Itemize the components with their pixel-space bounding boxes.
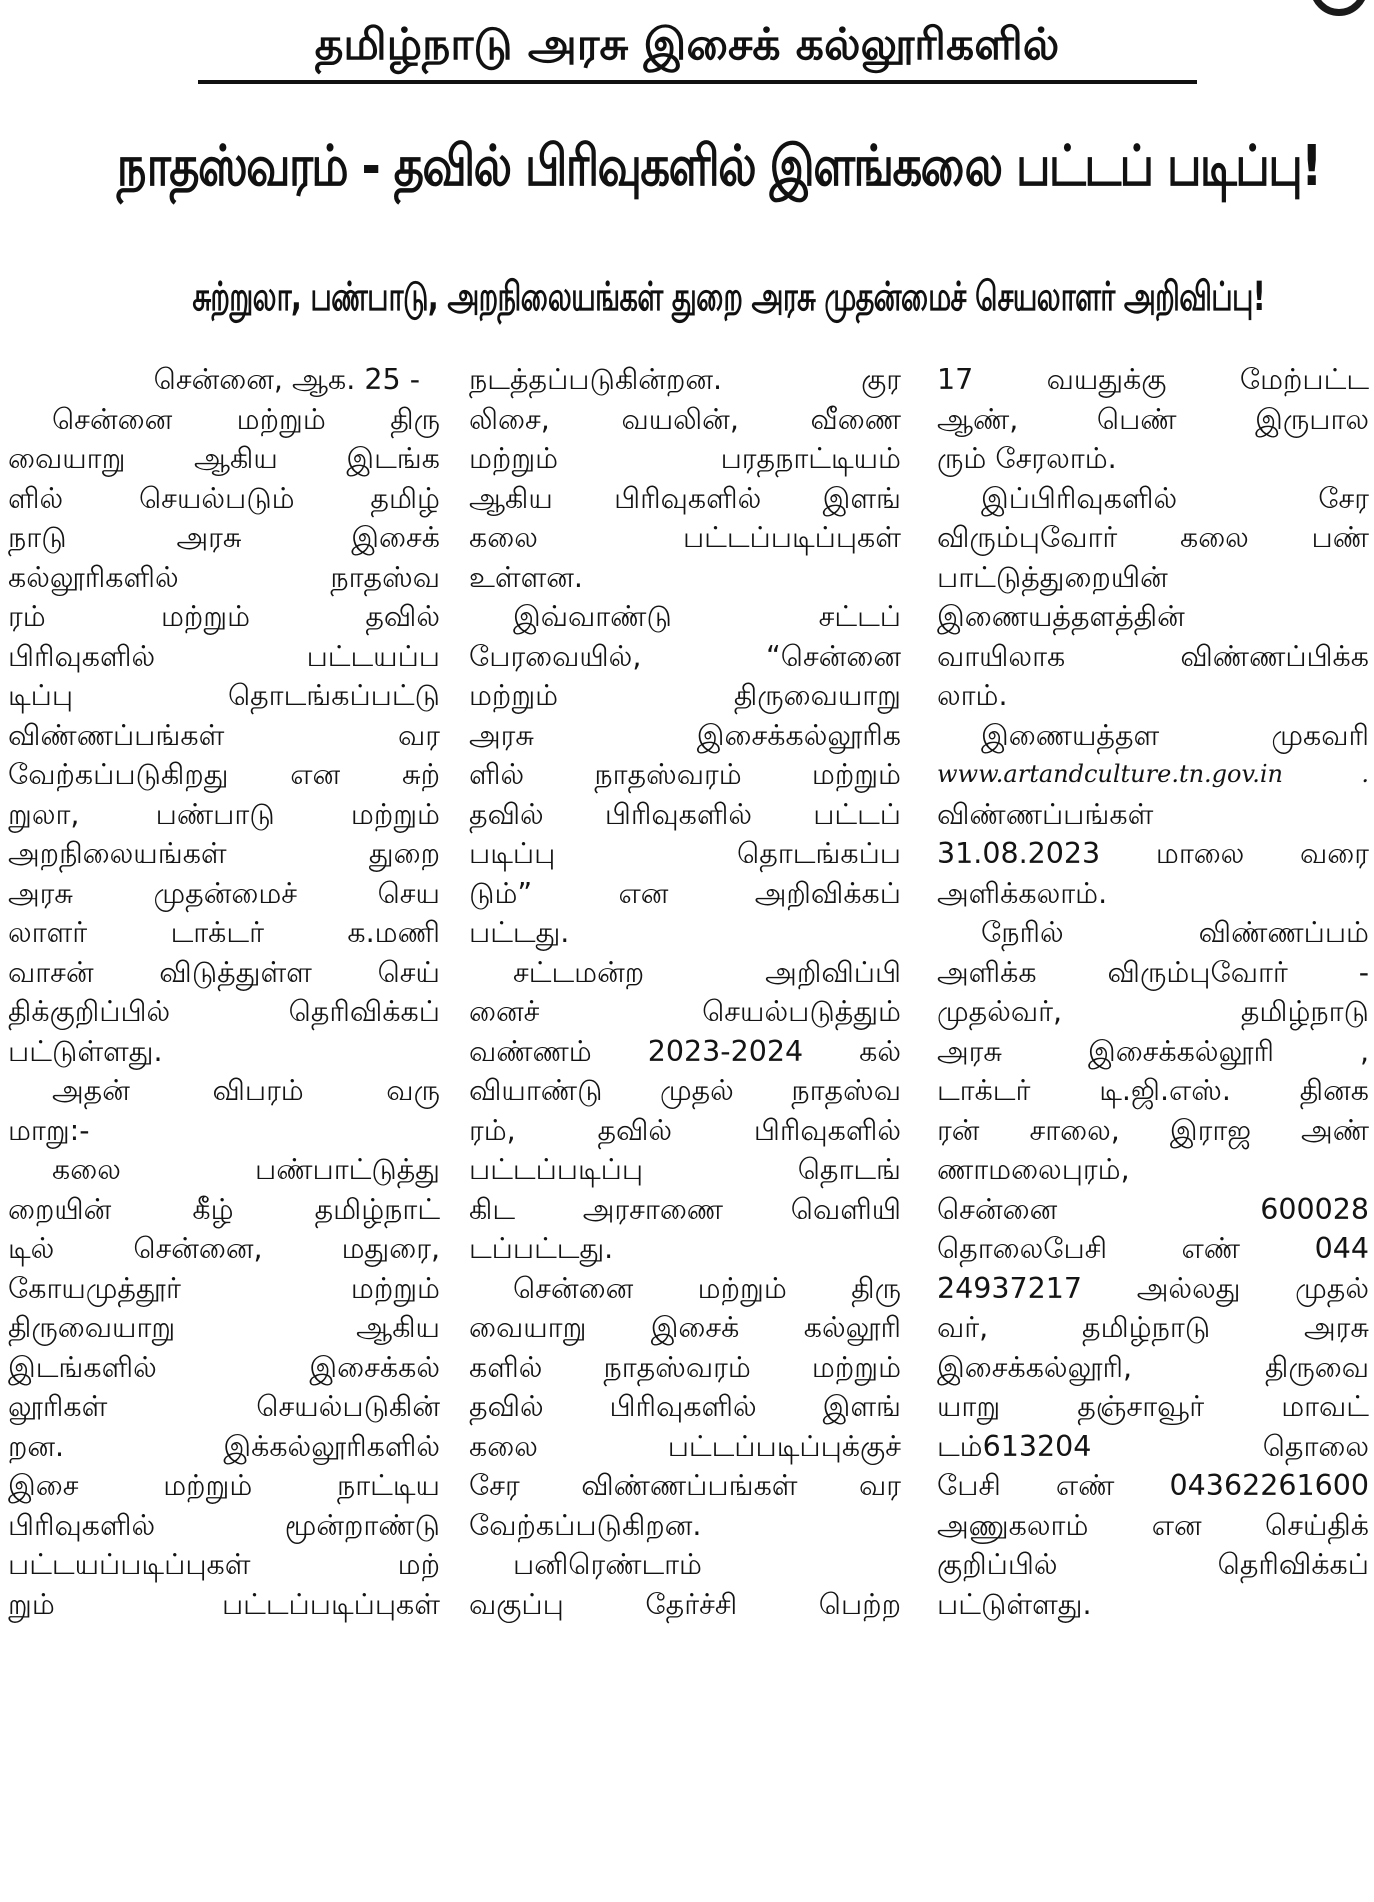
body-line: வாயிலாக விண்ணப்பிக்க	[937, 639, 1369, 673]
body-line: இணையத்தள முகவரி	[981, 718, 1369, 752]
body-line: பனிரெண்டாம்	[513, 1548, 702, 1581]
body-line: ரம், தவில் பிரிவுகளில்	[469, 1113, 901, 1147]
body-line: றும் பட்டப்படிப்புகள்	[8, 1587, 440, 1621]
body-line: அரசு இசைக்கல்லூரிக	[469, 718, 901, 752]
body-line: கோயமுத்தூர் மற்றும்	[8, 1271, 440, 1305]
body-line: வேற்கப்படுகிறன.	[469, 1508, 702, 1542]
body-line: கிட அரசாணை வெளியி	[469, 1192, 901, 1226]
body-line: 17 வயதுக்கு மேற்பட்ட	[937, 363, 1369, 396]
body-line: ஆகிய பிரிவுகளில் இளங்	[469, 481, 901, 515]
kicker-underline	[198, 80, 1197, 84]
body-line: நடத்தப்படுகின்றன. குர	[469, 363, 901, 396]
body-line: திருவையாறு ஆகிய	[8, 1311, 440, 1344]
body-line: டில் சென்னை, மதுரை,	[8, 1232, 440, 1265]
body-line: லாம்.	[937, 679, 1008, 712]
body-line: ஆண், பெண் இருபால	[937, 402, 1369, 436]
body-line: சென்னை மற்றும் திரு	[52, 402, 440, 436]
body-line: வகுப்பு தேர்ச்சி பெற்ற	[469, 1587, 901, 1621]
body-line: ரம் மற்றும் தவில்	[8, 600, 440, 633]
body-line: பட்டுள்ளது.	[937, 1587, 1092, 1621]
body-line: டப்பட்டது.	[469, 1232, 614, 1265]
body-line: றுலா, பண்பாடு மற்றும்	[8, 797, 440, 831]
body-line: இவ்வாண்டு சட்டப்	[513, 600, 901, 633]
body-line: பட்டுள்ளது.	[8, 1034, 163, 1068]
body-line: னைச் செயல்படுத்தும்	[469, 995, 901, 1028]
body-line: றையின் கீழ் தமிழ்நாட்	[8, 1192, 440, 1226]
body-line: கலை பட்டப்படிப்புகள்	[469, 521, 901, 554]
body-line: வர், தமிழ்நாடு அரசு	[937, 1311, 1369, 1344]
body-line: இணையத்தளத்தின்	[937, 600, 1185, 633]
body-line: யாறு தஞ்சாவூர் மாவட்	[937, 1390, 1369, 1423]
body-line: பட்டப்படிப்பு தொடங்	[469, 1153, 901, 1186]
body-line: சேர விண்ணப்பங்கள் வர	[469, 1469, 901, 1502]
body-line: வண்ணம் 2023-2024 கல்	[469, 1034, 901, 1068]
body-line: மற்றும் திருவையாறு	[469, 679, 901, 712]
body-line: டாக்டர் டி.ஜி.எஸ். தினக	[937, 1074, 1369, 1107]
body-line: திக்குறிப்பில் தெரிவிக்கப்	[8, 995, 440, 1028]
body-line: வையாறு இசைக் கல்லூரி	[469, 1311, 901, 1344]
body-line: அரசு இசைக்கல்லூரி ,	[937, 1034, 1369, 1068]
body-line: அளிக்கலாம்.	[937, 876, 1108, 910]
body-line: இசை மற்றும் நாட்டிய	[8, 1469, 440, 1502]
body-line: ளில் நாதஸ்வரம் மற்றும்	[469, 758, 901, 791]
body-line: நாடு அரசு இசைக்	[8, 521, 440, 554]
article-column-2	[469, 360, 901, 1900]
body-line: தவில் பிரிவுகளில் இளங்	[469, 1390, 901, 1423]
body-line: வியாண்டு முதல் நாதஸ்வ	[469, 1074, 901, 1107]
body-line: இசைக்கல்லூரி, திருவை	[937, 1350, 1369, 1384]
dateline: சென்னை, ஆக. 25 -	[153, 363, 420, 396]
article-subheadline: சுற்றுலா, பண்பாடு, அறநிலையங்கள் துறை அரசு முதன்மைச் செயலாளர் அறிவிப்பு!	[192, 274, 1266, 320]
body-line: வேற்கப்படுகிறது என சுற்	[8, 758, 440, 791]
body-line: களில் நாதஸ்வரம் மற்றும்	[469, 1350, 901, 1384]
body-line: சென்னை 600028	[937, 1192, 1369, 1226]
body-line: டிப்பு தொடங்கப்பட்டு	[8, 679, 440, 712]
body-line: லிசை, வயலின், வீணை	[469, 402, 901, 436]
body-line: லூரிகள் செயல்படுகின்	[8, 1390, 440, 1423]
body-line: பேசி எண் 04362261600	[937, 1469, 1369, 1502]
body-line: விரும்புவோர் கலை பண்	[937, 521, 1369, 554]
body-line: மாறு:-	[8, 1113, 90, 1147]
body-line: வாசன் விடுத்துள்ள செய்	[8, 955, 440, 989]
body-line: ளில் செயல்படும் தமிழ்	[8, 481, 440, 515]
article-kicker: தமிழ்நாடு அரசு இசைக் கல்லூரிகளில்	[314, 19, 1060, 70]
body-line: தொலைபேசி எண் 044	[937, 1232, 1369, 1265]
article-column-1	[8, 360, 440, 1900]
body-line: தவில் பிரிவுகளில் பட்டப்	[469, 797, 901, 831]
body-line: ரும் சேரலாம்.	[937, 442, 1117, 475]
website-url: www.artandculture.tn.gov.in .	[937, 760, 1369, 788]
article-headline: நாதஸ்வரம் - தவில் பிரிவுகளில் இளங்கலை பட்டப் படிப்பு!	[116, 134, 1321, 199]
body-line: டம்613204 தொலை	[937, 1429, 1369, 1463]
body-line: அளிக்க விரும்புவோர் -	[937, 955, 1369, 989]
body-line: கலை பண்பாட்டுத்து	[52, 1153, 440, 1186]
body-line: சென்னை மற்றும் திரு	[513, 1271, 901, 1305]
body-line: வையாறு ஆகிய இடங்க	[8, 442, 440, 475]
body-line: அரசு முதன்மைச் செய	[8, 876, 440, 910]
body-line: பட்டயப்படிப்புகள் மற்	[8, 1548, 440, 1581]
body-line: நேரில் விண்ணப்பம்	[981, 916, 1369, 949]
body-line: பட்டது.	[469, 916, 570, 949]
body-line: பிரிவுகளில் மூன்றாண்டு	[8, 1508, 440, 1542]
body-line: விண்ணப்பங்கள்	[937, 797, 1154, 831]
body-line: கலை பட்டப்படிப்புக்குச்	[469, 1429, 901, 1463]
body-line: விண்ணப்பங்கள் வர	[8, 718, 440, 752]
body-line: றன. இக்கல்லூரிகளில்	[8, 1429, 440, 1463]
article-column-3	[937, 360, 1369, 1900]
body-line: அறநிலையங்கள் துறை	[8, 837, 440, 870]
body-line: ணாமலைபுரம்,	[937, 1153, 1130, 1186]
body-line: அதன் விபரம் வரு	[52, 1074, 440, 1107]
body-line: உள்ளன.	[469, 560, 583, 594]
body-line: பேரவையில், “சென்னை	[469, 639, 901, 673]
body-line: லாளர் டாக்டர் க.மணி	[8, 916, 440, 949]
body-line: மற்றும் பரதநாட்டியம்	[469, 442, 901, 475]
body-line: குறிப்பில் தெரிவிக்கப்	[937, 1548, 1369, 1581]
body-line: இப்பிரிவுகளில் சேர	[981, 481, 1369, 515]
body-line: முதல்வர், தமிழ்நாடு	[937, 995, 1369, 1028]
body-line: 24937217 அல்லது முதல்	[937, 1271, 1369, 1305]
body-line: அணுகலாம் என செய்திக்	[937, 1508, 1369, 1542]
body-line: ரன் சாலை, இராஜ அண்	[937, 1113, 1369, 1147]
body-line: கல்லூரிகளில் நாதஸ்வ	[8, 560, 440, 594]
body-line: 31.08.2023 மாலை வரை	[937, 837, 1369, 870]
body-line: பாட்டுத்துறையின்	[937, 560, 1168, 594]
body-line: சட்டமன்ற அறிவிப்பி	[513, 955, 901, 989]
body-line: படிப்பு தொடங்கப்ப	[469, 837, 901, 870]
body-line: பிரிவுகளில் பட்டயப்ப	[8, 639, 440, 673]
body-line: டும்” என அறிவிக்கப்	[469, 876, 901, 910]
body-line: இடங்களில் இசைக்கல்	[8, 1350, 440, 1384]
